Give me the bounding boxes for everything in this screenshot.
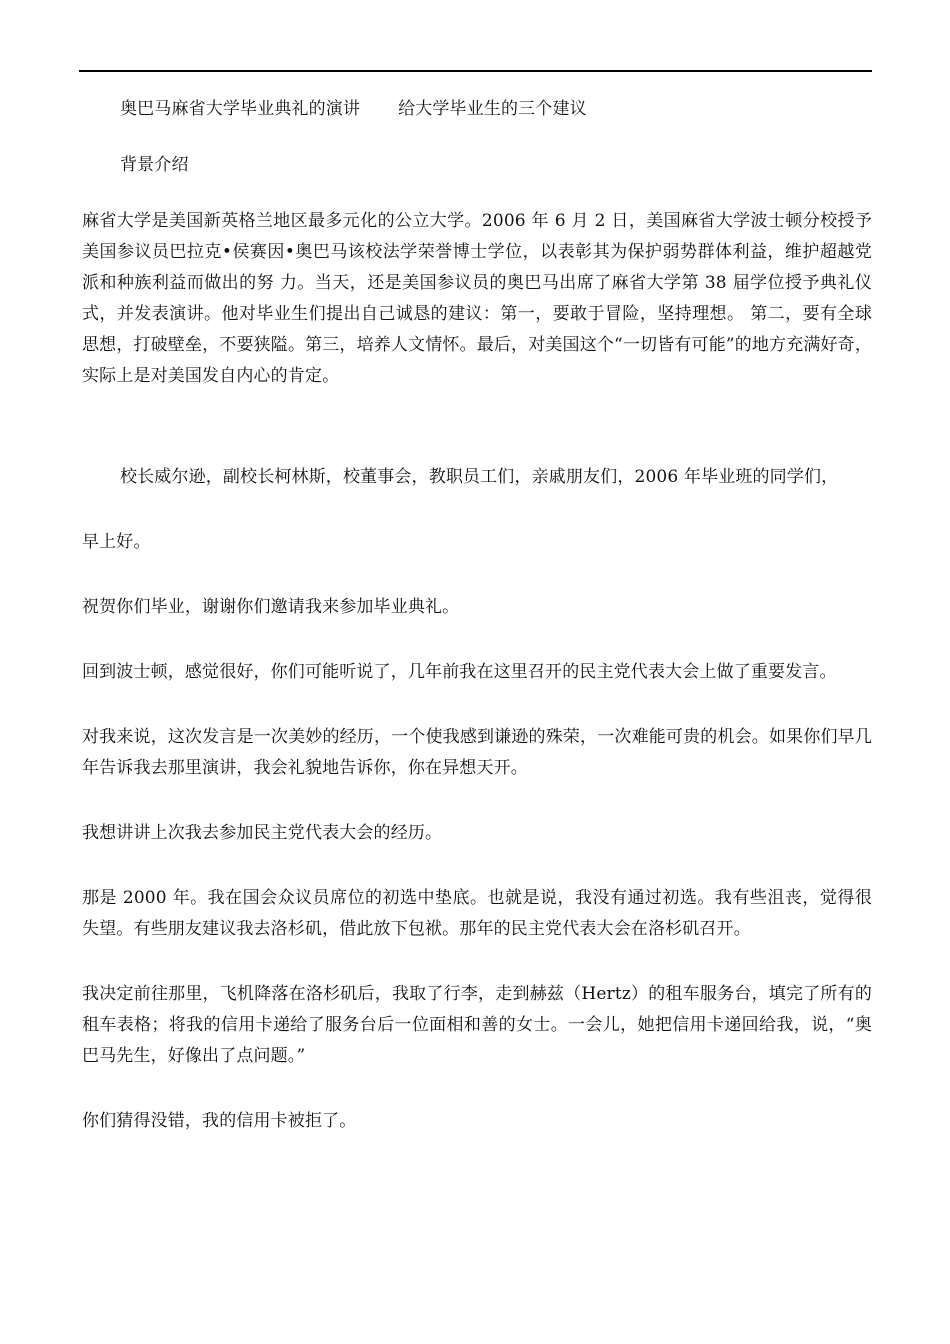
header-rule [79, 70, 872, 72]
document-title [82, 94, 872, 125]
background-paragraph: 麻省大学是美国新英格兰地区最多元化的公立大学。2006 年 6 月 2 日，美国麻省大学波士顿分校授予美国参议员巴拉克•侯赛因•奥巴马该校法学荣誉博士学位，以表彰其为保护弱势群体利益，维护超越党派和种族利益而做出的努 力。当天，还是美国参议员的奥巴马出席了麻省大学第 38 届学位授予典礼仪式，并发表演讲。他对毕业生们提出自己诚恳的建议：第一，要敢于冒险，坚持理想。 第二，要有全球思想，打破壁垒，不要狭隘。第三，培养人文情怀。最后，对美国这个“一切皆有可能”的地方充满好奇，实际上是对美国发自内心的肯定。 [82, 211, 872, 386]
title-left: 奥巴马麻省大学毕业典礼的演讲 [120, 99, 361, 119]
speech-paragraph-6: 那是 2000 年。我在国会众议员席位的初选中垫底。也就是说，我没有通过初选。我有些沮丧，觉得很失望。有些朋友建议我去洛杉矶，借此放下包袱。那年的民主党代表大会在洛杉矶召开。 [82, 888, 872, 939]
speech-paragraph-2: 祝贺你们毕业，谢谢你们邀请我来参加毕业典礼。 [82, 597, 460, 617]
speech-paragraph-1: 早上好。 [82, 532, 151, 552]
document-body [82, 94, 872, 1137]
speech-paragraph-7: 我决定前往那里，飞机降落在洛杉矶后，我取了行李，走到赫兹（Hertz）的租车服务台，填完了所有的租车表格；将我的信用卡递给了服务台后一位面相和善的女士。一会儿，她把信用卡递回给我，说，“奥巴马先生，好像出了点问题。” [82, 984, 872, 1066]
speech-paragraph-3: 回到波士顿，感觉很好，你们可能听说了，几年前我在这里召开的民主党代表大会上做了重要发言。 [82, 662, 837, 682]
speech-paragraph-4: 对我来说，这次发言是一次美妙的经历，一个使我感到谦逊的殊荣，一次难能可贵的机会。如果你们早几年告诉我去那里演讲，我会礼貌地告诉你，你在异想天开。 [82, 727, 872, 778]
speech-paragraph-5: 我想讲讲上次我去参加民主党代表大会的经历。 [82, 823, 443, 843]
background-heading: 背景介绍 [120, 155, 189, 175]
speech-greeting: 校长威尔逊，副校长柯林斯，校董事会，教职员工们，亲戚朋友们，2006 年毕业班的同学们， [120, 467, 839, 487]
title-right: 给大学毕业生的三个建议 [398, 99, 587, 119]
speech-paragraph-8: 你们猜得没错，我的信用卡被拒了。 [82, 1111, 357, 1131]
